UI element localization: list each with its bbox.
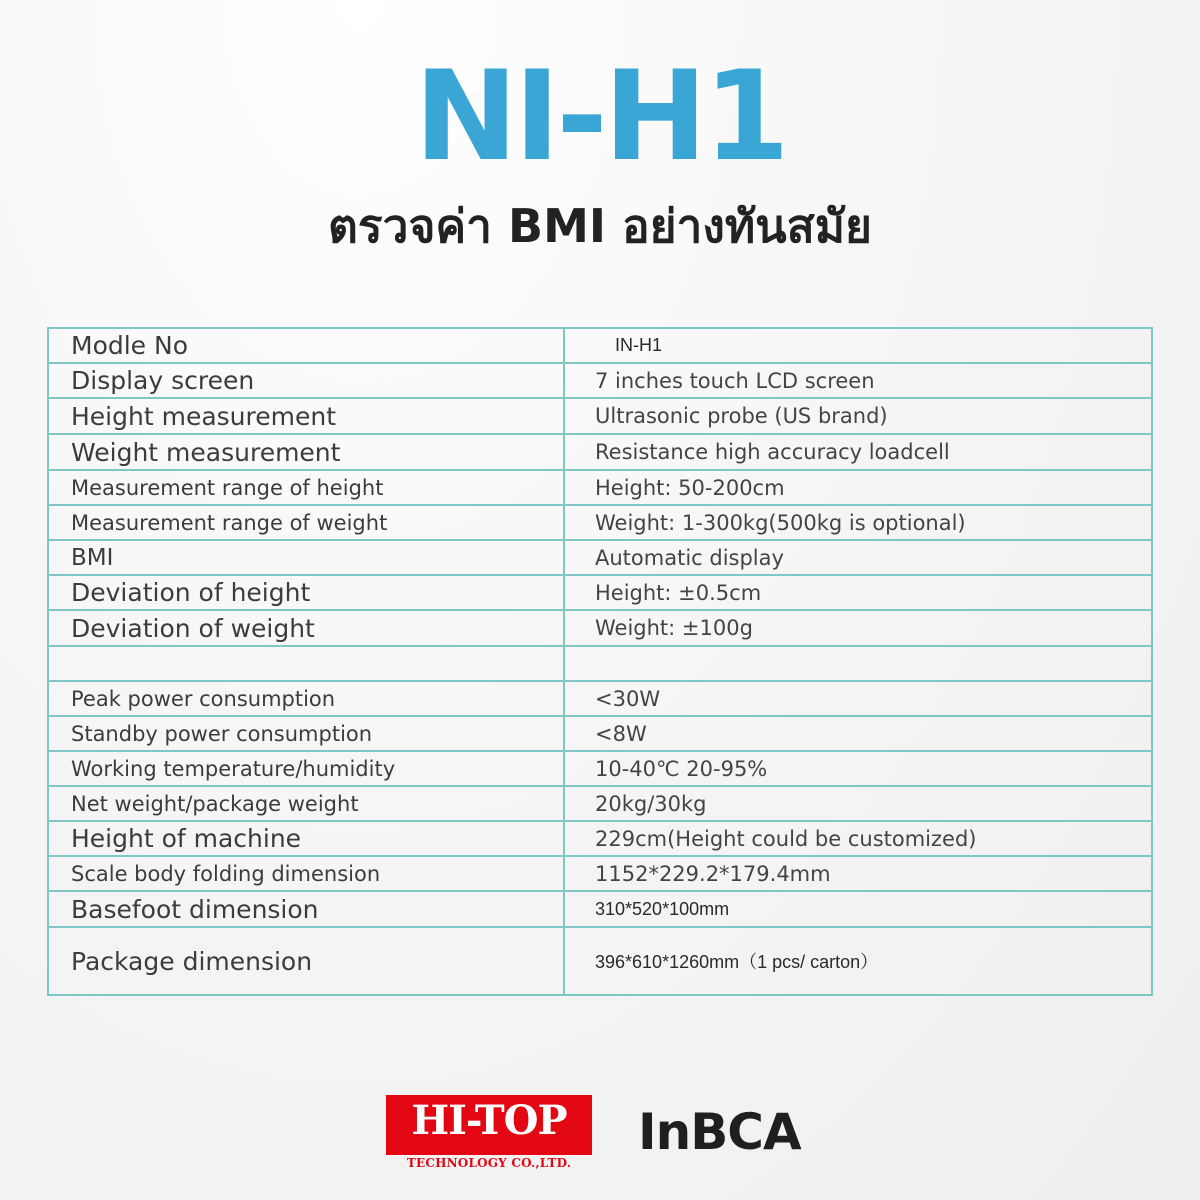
table-row xyxy=(48,575,1152,610)
table-row xyxy=(48,363,1152,398)
product-title: NI-H1 xyxy=(414,45,786,189)
spec-value: 396*610*1260mm（1 pcs/ carton） xyxy=(564,927,1152,995)
inbca-logo: InBCA xyxy=(638,1103,801,1161)
spec-label: Scale body folding dimension xyxy=(48,856,564,891)
spec-table xyxy=(47,327,1153,996)
spec-value: Automatic display xyxy=(564,540,1152,575)
spec-label: Modle No xyxy=(48,328,564,363)
spec-value: Resistance high accuracy loadcell xyxy=(564,434,1152,470)
spec-label: Basefoot dimension xyxy=(48,891,564,927)
spec-label: Weight measurement xyxy=(48,434,564,470)
spec-value: 20kg/30kg xyxy=(564,786,1152,821)
spec-value: IN-H1 xyxy=(564,328,1152,363)
spec-label: Measurement range of weight xyxy=(48,505,564,540)
table-row xyxy=(48,927,1152,995)
table-row xyxy=(48,786,1152,821)
table-row xyxy=(48,470,1152,505)
spec-label: Working temperature/humidity xyxy=(48,751,564,786)
spec-label: Standby power consumption xyxy=(48,716,564,751)
hitop-logo xyxy=(386,1095,592,1155)
table-row xyxy=(48,751,1152,786)
hitop-logo-subtitle: TECHNOLOGY CO.,LTD. xyxy=(406,1156,572,1170)
spec-value: <30W xyxy=(564,681,1152,716)
spec-label: Measurement range of height xyxy=(48,470,564,505)
table-row xyxy=(48,398,1152,434)
spec-value xyxy=(564,646,1152,681)
spec-label: Deviation of weight xyxy=(48,610,564,646)
spec-label: Height of machine xyxy=(48,821,564,856)
spec-label: Package dimension xyxy=(48,927,564,995)
table-row xyxy=(48,716,1152,751)
table-row xyxy=(48,856,1152,891)
spec-value: 1152*229.2*179.4mm xyxy=(564,856,1152,891)
table-row xyxy=(48,505,1152,540)
table-row xyxy=(48,681,1152,716)
spec-label: Net weight/package weight xyxy=(48,786,564,821)
spec-label: Display screen xyxy=(48,363,564,398)
spec-value: 10-40℃ 20-95% xyxy=(564,751,1152,786)
table-row xyxy=(48,328,1152,363)
table-row-empty xyxy=(48,646,1152,681)
product-subtitle: ตรวจค่า BMI อย่างทันสมัย xyxy=(328,199,872,253)
table-row xyxy=(48,610,1152,646)
spec-label xyxy=(48,646,564,681)
spec-value: Height: ±0.5cm xyxy=(564,575,1152,610)
spec-value: 310*520*100mm xyxy=(564,891,1152,927)
spec-value: Ultrasonic probe (US brand) xyxy=(564,398,1152,434)
spec-label: Height measurement xyxy=(48,398,564,434)
spec-value: Weight: ±100g xyxy=(564,610,1152,646)
spec-label: Deviation of height xyxy=(48,575,564,610)
table-row xyxy=(48,434,1152,470)
spec-value: Weight: 1-300kg(500kg is optional) xyxy=(564,505,1152,540)
spec-value: 229cm(Height could be customized) xyxy=(564,821,1152,856)
spec-label: Peak power consumption xyxy=(48,681,564,716)
table-row xyxy=(48,891,1152,927)
hitop-logo-name: HI-TOP xyxy=(411,1097,567,1144)
spec-label: BMI xyxy=(48,540,564,575)
spec-value: 7 inches touch LCD screen xyxy=(564,363,1152,398)
table-row xyxy=(48,821,1152,856)
spec-value: Height: 50-200cm xyxy=(564,470,1152,505)
table-row xyxy=(48,540,1152,575)
spec-value: <8W xyxy=(564,716,1152,751)
